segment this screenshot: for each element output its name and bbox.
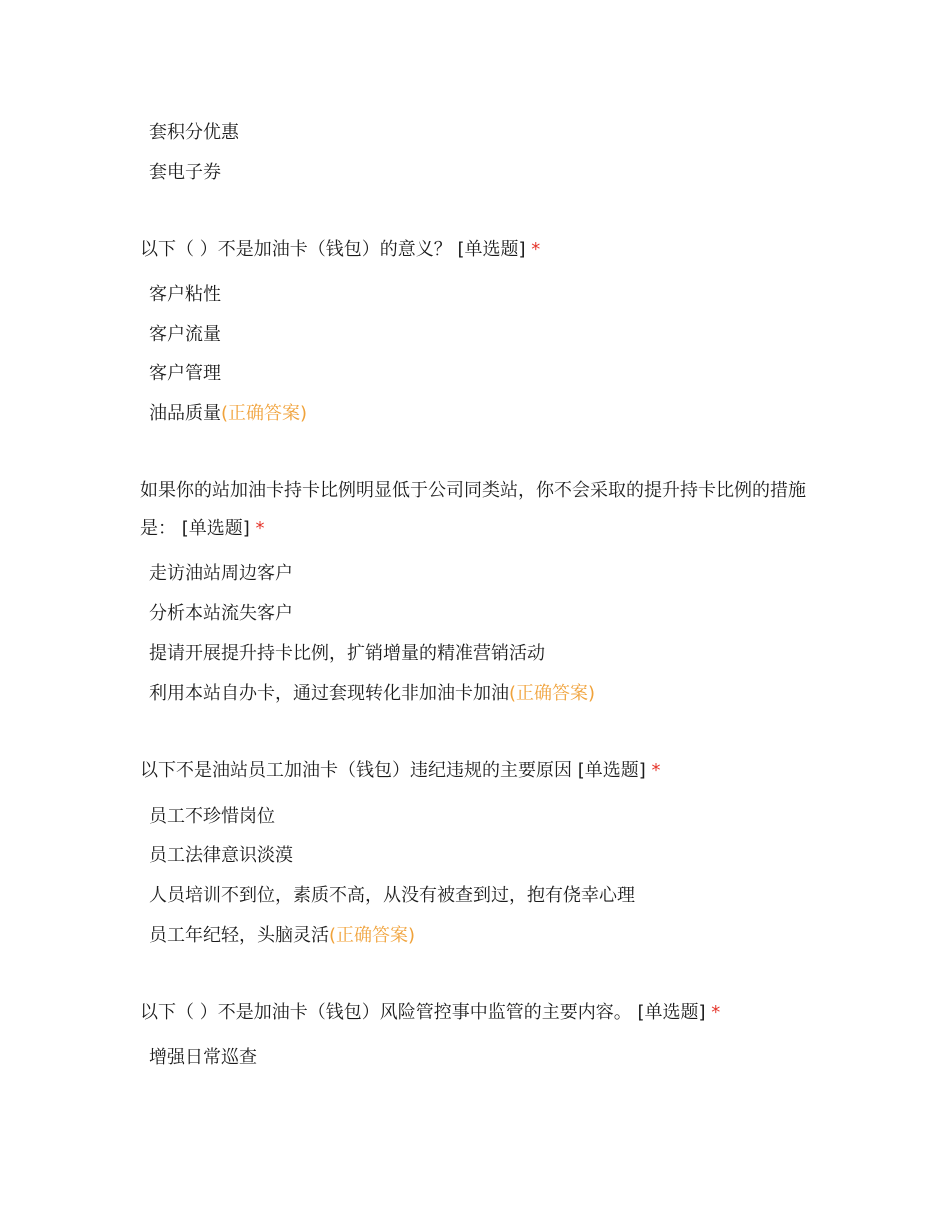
option-text: 分析本站流失客户 — [149, 603, 293, 624]
option-text: 员工法律意识淡漠 — [149, 845, 293, 866]
question-text: 以下（ ）不是加油卡（钱包）的意义？ — [140, 239, 452, 260]
required-mark: * — [255, 518, 265, 539]
question-type-tag: [单选题] — [457, 239, 526, 260]
question-title — [140, 994, 820, 1032]
option-item — [149, 884, 635, 908]
option-text: 走访油站周边客户 — [149, 563, 293, 584]
question-title — [140, 472, 820, 548]
option-item — [149, 323, 221, 347]
question-type-tag: [单选题] — [181, 518, 250, 539]
option-text: 提请开展提升持卡比例，扩销增量的精准营销活动 — [149, 643, 545, 664]
option-text: 员工不珍惜岗位 — [149, 806, 275, 827]
correct-answer-tag: (正确答案) — [221, 403, 308, 424]
option-text: 客户粘性 — [149, 284, 221, 305]
option-text: 客户流量 — [149, 324, 221, 345]
option-text: 客户管理 — [149, 363, 221, 384]
question-title — [140, 231, 820, 269]
question-text: 以下不是油站员工加油卡（钱包）违纪违规的主要原因 — [140, 760, 572, 781]
option-item — [149, 362, 221, 386]
option-item — [149, 562, 293, 586]
option-item — [149, 602, 293, 626]
question-text: 如果你的站加油卡持卡比例明显低于公司同类站，你不会采取的提升持卡比例的措施是： — [140, 480, 806, 539]
correct-answer-tag: (正确答案) — [509, 683, 596, 704]
option-item — [149, 805, 275, 829]
option-text: 增强日常巡查 — [149, 1047, 257, 1068]
option-item: 套电子券 — [149, 162, 221, 183]
option-item — [149, 642, 545, 666]
option-item — [149, 682, 595, 706]
option-item — [149, 924, 415, 948]
option-text: 油品质量 — [149, 403, 221, 424]
question-type-tag: [单选题] — [577, 760, 646, 781]
question-title — [140, 752, 820, 790]
option-item — [149, 844, 293, 868]
option-text: 人员培训不到位，素质不高，从没有被查到过，抱有侥幸心理 — [149, 885, 635, 906]
option-item — [149, 1046, 257, 1070]
correct-answer-tag: (正确答案) — [329, 925, 416, 946]
required-mark: * — [711, 1002, 721, 1023]
option-item: 套积分优惠 — [149, 122, 239, 143]
question-text: 以下（ ）不是加油卡（钱包）风险管控事中监管的主要内容。 — [140, 1002, 632, 1023]
required-mark: * — [651, 760, 661, 781]
question-type-tag: [单选题] — [637, 1002, 706, 1023]
option-text: 利用本站自办卡，通过套现转化非加油卡加油 — [149, 683, 509, 704]
required-mark: * — [531, 239, 541, 260]
option-item — [149, 402, 307, 426]
option-text: 员工年纪轻，头脑灵活 — [149, 925, 329, 946]
option-item — [149, 283, 221, 307]
